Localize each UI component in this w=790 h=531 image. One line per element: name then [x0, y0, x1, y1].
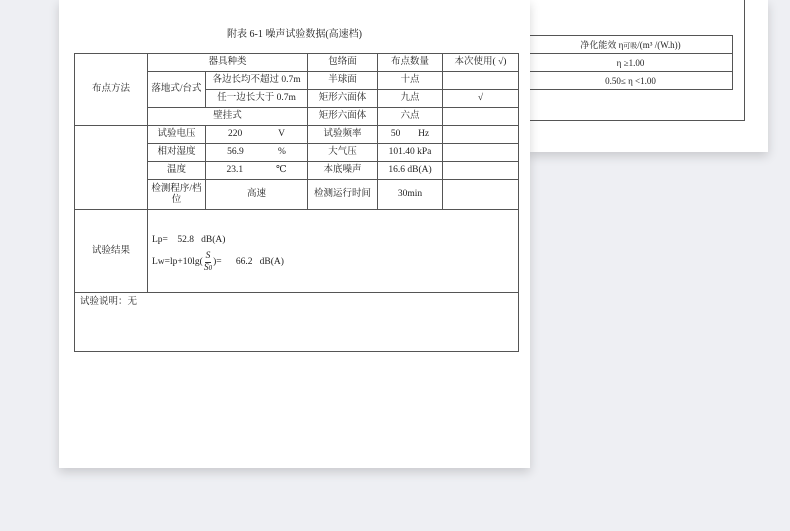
header-envelope: 包络面 [308, 54, 378, 72]
blank-cell [443, 162, 519, 180]
humidity-value-cell [206, 144, 308, 162]
used-cell: √ [443, 90, 519, 108]
test-note-cell [75, 293, 519, 352]
floor-type-label: 落地式/台式 [148, 72, 206, 108]
frequency-label: 试验频率 [308, 126, 378, 144]
lp-value: 52.8 [177, 234, 195, 245]
result-label: 试验结果 [75, 210, 148, 293]
efficiency-row: 0.50≤ η <1.00 [529, 72, 733, 90]
layout-method-label: 布点方法 [75, 54, 148, 126]
envelope-cell: 矩形六面体 [308, 90, 378, 108]
front-document-page [59, 0, 530, 468]
lp-line: Lp= 52.8 dB(A) [152, 234, 226, 245]
lw-formula: Lw=lp+10lg( $\frac{S}{S0}$ )= 66.2 dB(A) [152, 250, 284, 273]
conditions-blank-cell [75, 126, 148, 210]
runtime-label: 检测运行时间 [308, 180, 378, 210]
frequency-value: 50 [390, 129, 401, 139]
result-content [148, 210, 519, 293]
voltage-value-cell [206, 126, 308, 144]
used-cell [443, 72, 519, 90]
program-label: 检测程序/档位 [148, 180, 206, 210]
runtime-value: 30min [378, 180, 443, 210]
header-fixture-type: 器具种类 [148, 54, 308, 72]
background-noise-value: 16.6 dB(A) [378, 162, 443, 180]
efficiency-row: η ≥1.00 [529, 54, 733, 72]
program-value: 高速 [206, 180, 308, 210]
humidity-value: 56.9 [227, 147, 244, 157]
back-page-border [744, 0, 745, 120]
points-cell: 六点 [378, 108, 443, 126]
blank-cell [443, 144, 519, 162]
pressure-value: 101.40 kPa [378, 144, 443, 162]
used-cell [443, 108, 519, 126]
voltage-value: 220 [227, 129, 243, 139]
voltage-unit: V [278, 129, 286, 139]
test-note: 试验说明：无 [80, 297, 138, 307]
header-point-count: 布点数量 [378, 54, 443, 72]
noise-test-table [74, 53, 519, 352]
humidity-unit: % [277, 147, 286, 157]
voltage-label: 试验电压 [148, 126, 206, 144]
area-ratio-fraction: $\frac{S}{S0}$ [203, 250, 213, 273]
temperature-label: 温度 [148, 162, 206, 180]
points-cell: 十点 [378, 72, 443, 90]
condition-cell: 任一边长大于 0.7m [206, 90, 308, 108]
frequency-unit: Hz [418, 129, 430, 139]
temperature-unit: ℃ [275, 165, 287, 175]
back-document-page [528, 0, 768, 152]
header-used: 本次使用( √) [443, 54, 519, 72]
envelope-cell: 半球面 [308, 72, 378, 90]
humidity-label: 相对湿度 [148, 144, 206, 162]
table-caption: 附表 6-1 噪声试验数据(高速档) [227, 29, 362, 40]
back-page-border-bottom [528, 120, 745, 121]
envelope-cell: 矩形六面体 [308, 108, 378, 126]
wall-type-label: 壁挂式 [148, 108, 308, 126]
efficiency-header: 净化能效 η可吸/(m³ /(W.h)) [529, 36, 733, 54]
background-noise-label: 本底噪声 [308, 162, 378, 180]
temperature-value-cell [206, 162, 308, 180]
efficiency-table [528, 35, 733, 90]
frequency-value-cell [378, 126, 443, 144]
condition-cell: 各边长均不超过 0.7m [206, 72, 308, 90]
blank-cell [443, 180, 519, 210]
temperature-value: 23.1 [226, 165, 244, 175]
points-cell: 九点 [378, 90, 443, 108]
pressure-label: 大气压 [308, 144, 378, 162]
lw-value: 66.2 [235, 257, 253, 267]
blank-cell [443, 126, 519, 144]
